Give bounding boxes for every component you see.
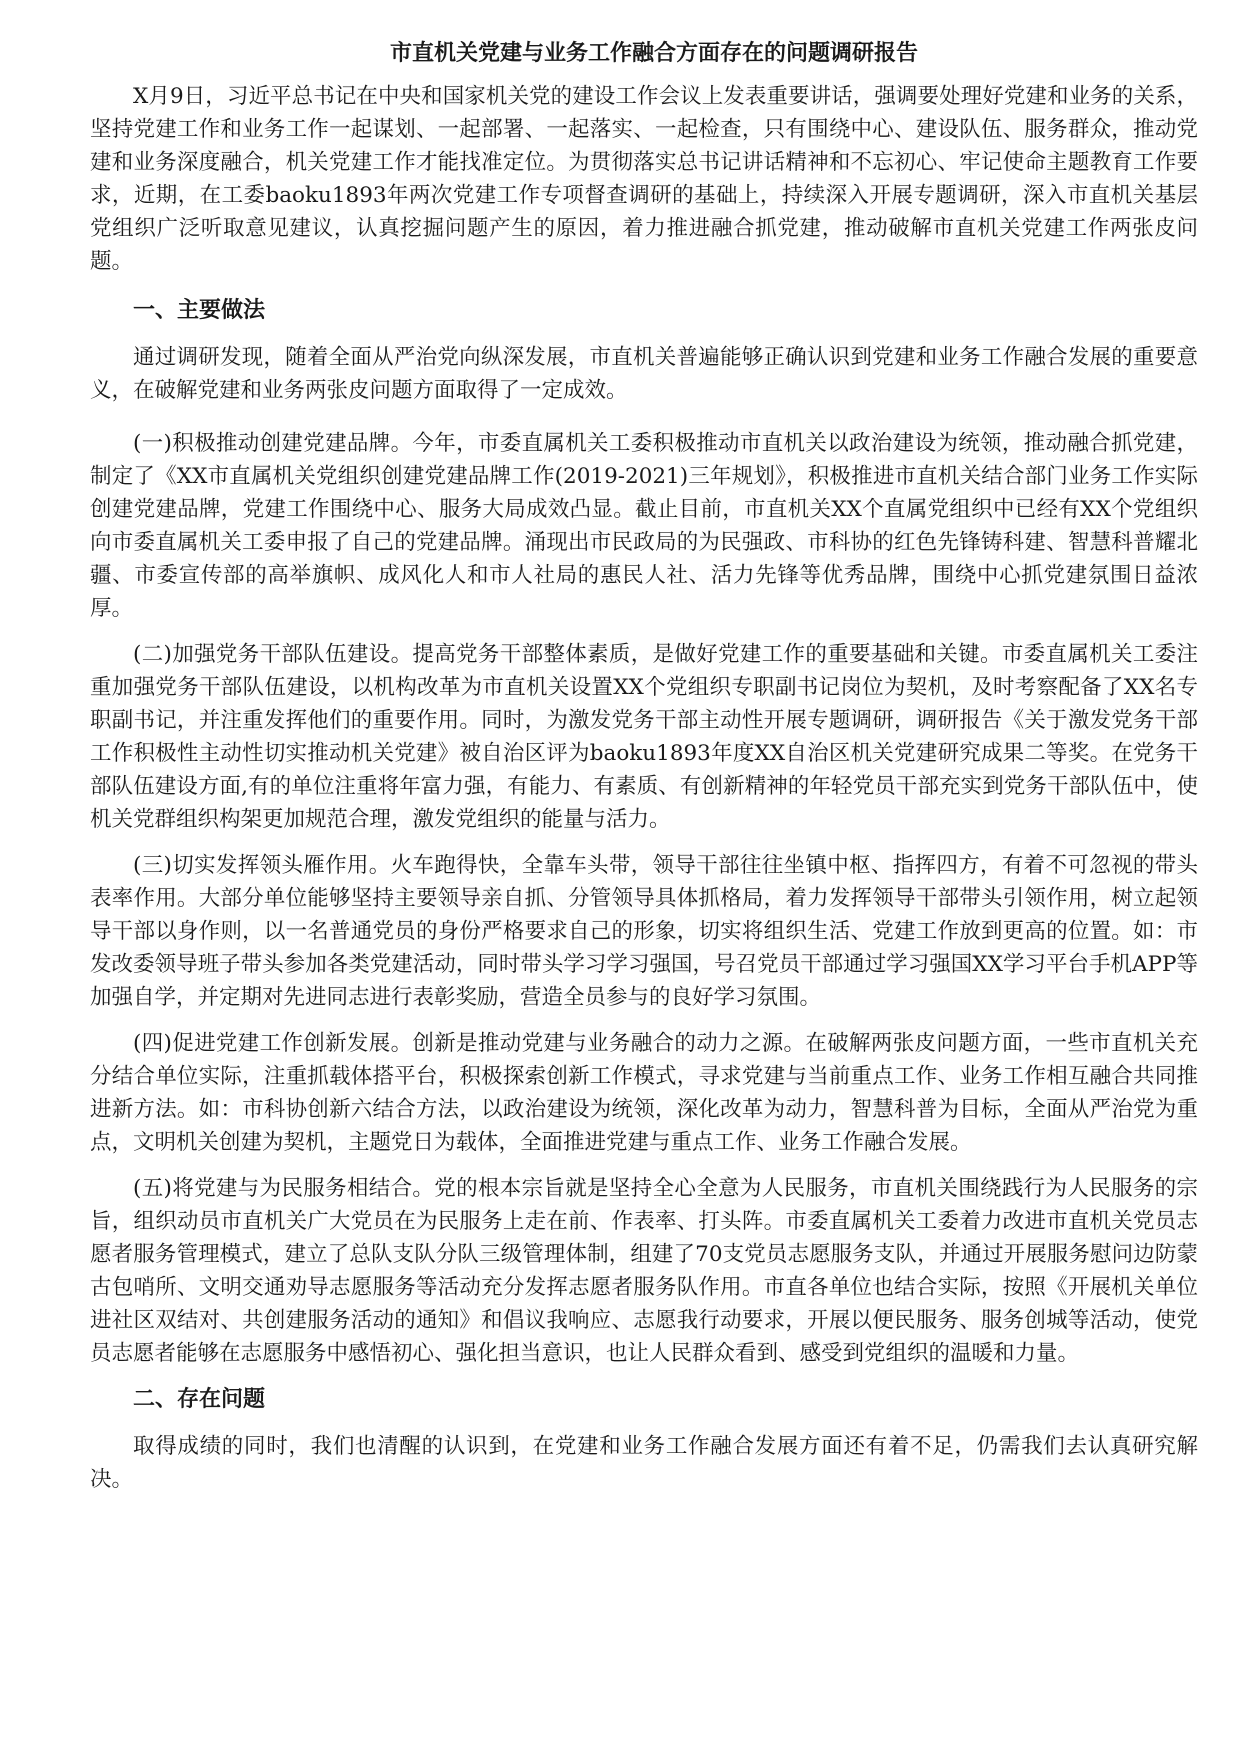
section1-intro-paragraph: 通过调研发现，随着全面从严治党向纵深发展，市直机关普遍能够正确认识到党建和业务工作融合发展的重要意义，在破解党建和业务两张皮问题方面取得了一定成效。 bbox=[90, 345, 1198, 403]
section1-item-3: (三)切实发挥领头雁作用。火车跑得快，全靠车头带，领导干部往往坐镇中枢、指挥四方，有着不可忽视的带头表率作用。大部分单位能够坚持主要领导亲自抓、分管领导具体抓格局，着力发挥领导干部带头引领作用，树立起领导干部以身作则，以一名普通党员的身份严格要求自己的形象，切实将组织生活、党建工作放到更高的位置。如：市发改委领导班子带头参加各类党建活动，同时带头学习学习强国，号召党员干部通过学习强国XX学习平台手机APP等加强自学，并定期对先进同志进行表彰奖励，营造全员参与的良好学习氛围。 bbox=[90, 853, 1198, 1010]
document-title: 市直机关党建与业务工作融合方面存在的问题调研报告 bbox=[389, 41, 918, 66]
section-heading-existing-problems: 二、存在问题 bbox=[133, 1387, 266, 1412]
section1-item-2: (二)加强党务干部队伍建设。提高党务干部整体素质，是做好党建工作的重要基础和关键。市委直属机关工委注重加强党务干部队伍建设，以机构改革为市直机关设置XX个党组织专职副书记岗位为契机，及时考察配备了XX名专职副书记，并注重发挥他们的重要作用。同时，为激发党务干部主动性开展专题调研，调研报告《关于激发党务干部工作积极性主动性切实推动机关党建》被自治区评为baoku1893年度XX自治区机关党建研究成果二等奖。在党务干部队伍建设方面,有的单位注重将年富力强，有能力、有素质、有创新精神的年轻党员干部充实到党务干部队伍中，使机关党群组织构架更加规范合理，激发党组织的能量与活力。 bbox=[90, 642, 1198, 832]
section1-item-1: (一)积极推动创建党建品牌。今年，市委直属机关工委积极推动市直机关以政治建设为统领，推动融合抓党建，制定了《XX市直属机关党组织创建党建品牌工作(2019-2021)三年规划》，积极推进市直机关结合部门业务工作实际创建党建品牌，党建工作围绕中心、服务大局成效凸显。截止目前，市直机关XX个直属党组织中已经有XX个党组织向市委直属机关工委申报了自己的党建品牌。涌现出市民政局的为民强政、市科协的红色先锋铸科建、智慧科普耀北疆、市委宣传部的高举旗帜、成风化人和市人社局的惠民人社、活力先锋等优秀品牌，围绕中心抓党建氛围日益浓厚。 bbox=[90, 431, 1198, 621]
intro-paragraph: X月9日，习近平总书记在中央和国家机关党的建设工作会议上发表重要讲话，强调要处理好党建和业务的关系，坚持党建工作和业务工作一起谋划、一起部署、一起落实、一起检查，只有围绕中心、建设队伍、服务群众，推动党建和业务深度融合，机关党建工作才能找准定位。为贯彻落实总书记讲话精神和不忘初心、牢记使命主题教育工作要求，近期，在工委baoku1893年两次党建工作专项督查调研的基础上，持续深入开展专题调研，深入市直机关基层党组织广泛听取意见建议，认真挖掘问题产生的原因，着力推进融合抓党建，推动破解市直机关党建工作两张皮问题。 bbox=[90, 84, 1198, 274]
section2-intro-paragraph: 取得成绩的同时，我们也清醒的认识到，在党建和业务工作融合发展方面还有着不足，仍需我们去认真研究解决。 bbox=[90, 1434, 1198, 1492]
section-heading-main-practices: 一、主要做法 bbox=[133, 298, 266, 323]
section1-item-5: (五)将党建与为民服务相结合。党的根本宗旨就是坚持全心全意为人民服务，市直机关围绕践行为人民服务的宗旨，组织动员市直机关广大党员在为民服务上走在前、作表率、打头阵。市委直属机关工委着力改进市直机关党员志愿者服务管理模式，建立了总队支队分队三级管理体制，组建了70支党员志愿服务支队，并通过开展服务慰问边防蒙古包哨所、文明交通劝导志愿服务等活动充分发挥志愿者服务队作用。市直各单位也结合实际，按照《开展机关单位进社区双结对、共创建服务活动的通知》和倡议我响应、志愿我行动要求，开展以便民服务、服务创城等活动，使党员志愿者能够在志愿服务中感悟初心、强化担当意识，也让人民群众看到、感受到党组织的温暖和力量。 bbox=[90, 1176, 1198, 1366]
section1-item-4: (四)促进党建工作创新发展。创新是推动党建与业务融合的动力之源。在破解两张皮问题方面，一些市直机关充分结合单位实际，注重抓载体搭平台，积极探索创新工作模式，寻求党建与当前重点工作、业务工作相互融合共同推进新方法。如：市科协创新六结合方法，以政治建设为统领，深化改革为动力，智慧科普为目标，全面从严治党为重点，文明机关创建为契机，主题党日为载体，全面推进党建与重点工作、业务工作融合发展。 bbox=[90, 1031, 1198, 1155]
